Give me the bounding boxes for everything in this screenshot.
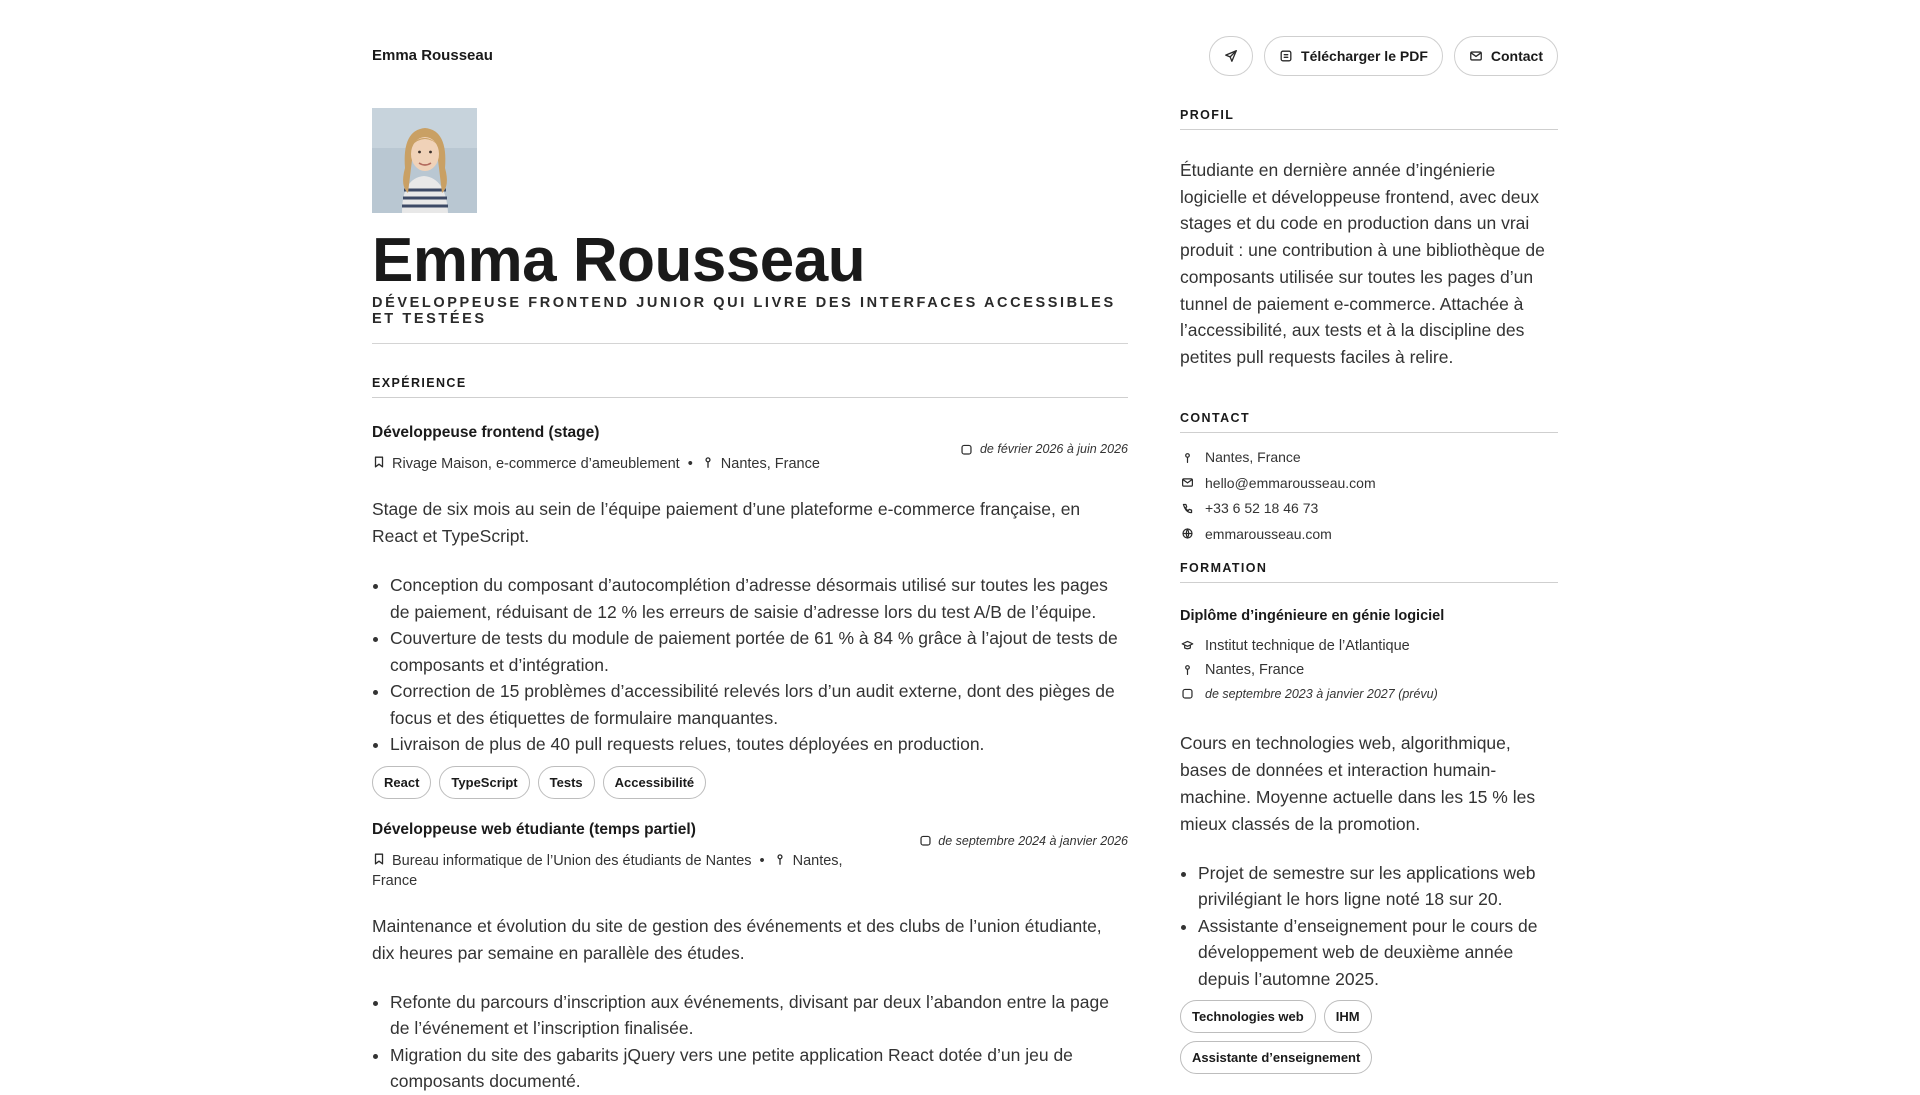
calendar-icon: [1180, 687, 1194, 701]
list-item: • Correction de 15 problèmes d’accessibilité relevés lors d’un audit externe, dont des pièges de focus et des étiquettes de formulaire manquantes.: [390, 678, 1128, 731]
contact-website[interactable]: [1180, 521, 1558, 547]
top-bar: [372, 36, 1558, 76]
bookmark-icon: [372, 455, 386, 469]
list-item: • Conception du composant d’autocomplétion d’adresse désormais utilisé sur toutes les pages de paiement, réduisant de 12 % les erreurs de saisie d’adresse lors du test A/B de l’équipe.: [390, 572, 1128, 625]
graduation-cap-icon: [1180, 639, 1194, 653]
contact-email[interactable]: [1180, 470, 1558, 496]
contact-heading: CONTACT: [1180, 411, 1558, 433]
experience-item: [372, 424, 1128, 799]
skill-tag: Tests: [538, 766, 595, 799]
contact-email-text[interactable]: hello@emmarousseau.com: [1205, 474, 1376, 491]
sidebar-column: [1180, 108, 1558, 1074]
download-pdf-label: Télécharger le PDF: [1301, 48, 1428, 64]
contact-button[interactable]: [1454, 36, 1558, 76]
profile-photo: [372, 108, 477, 213]
job-company: Rivage Maison, e-commerce d’ameublement: [392, 456, 680, 472]
globe-icon: [1180, 527, 1194, 541]
header-actions: [1209, 36, 1558, 76]
job-achievements: [372, 989, 1128, 1095]
share-button[interactable]: [1209, 36, 1253, 76]
job-meta: [372, 851, 872, 891]
skill-tag: React: [372, 766, 431, 799]
list-item: • Couverture de tests du module de paiement portée de 61 % à 84 % grâce à l’ajout de tests de composants et d’intégration.: [390, 625, 1128, 678]
list-item: • Livraison de plus de 40 pull requests relues, toutes déployées en production.: [390, 731, 1128, 758]
job-date-text: de septembre 2024 à janvier 2026: [938, 833, 1128, 848]
job-achievements: [372, 572, 1128, 758]
skill-tag: TypeScript: [439, 766, 529, 799]
skill-tag: Assistante d’enseignement: [1180, 1041, 1372, 1074]
skill-tag: IHM: [1324, 1000, 1372, 1033]
education-location-text: Nantes, France: [1205, 661, 1305, 678]
education-tags: [1180, 1000, 1558, 1074]
degree-title: Diplôme d’ingénieure en génie logiciel: [1180, 607, 1445, 624]
job-location: Nantes, France: [720, 456, 820, 472]
education-meta: [1180, 634, 1558, 706]
skill-tags: [372, 766, 1128, 799]
job-company: Bureau informatique de l’Union des étudiants de Nantes: [392, 852, 752, 869]
job-description: Stage de six mois au sein de l’équipe paiement d’une plateforme e-commerce française, en React et TypeScript.: [372, 499, 1081, 546]
main-column: [372, 108, 1128, 1095]
calendar-icon: [918, 834, 932, 848]
education-heading: FORMATION: [1180, 561, 1558, 583]
skill-tag: Accessibilité: [603, 766, 707, 799]
tagline: DÉVELOPPEUSE FRONTEND JUNIOR QUI LIVRE DES INTERFACES ACCESSIBLES ET TESTÉES: [372, 295, 1128, 344]
location-pin-icon: [701, 455, 715, 469]
calendar-icon: [960, 442, 974, 456]
pdf-icon: [1279, 49, 1293, 63]
send-icon: [1224, 49, 1238, 63]
brand-name[interactable]: Emma Rousseau: [372, 47, 493, 64]
profile-summary: Étudiante en dernière année d’ingénierie logicielle et développeuse frontend, avec deux stages et du code en production dans un vrai produit : une contribution à une bibliothèque de composants utilisée sur toutes les pages d’un tunnel de paiement e-commerce. Attachée à l’accessibilité, aux tests et à la discipline des petites pull requests faciles à relire.: [1180, 160, 1545, 367]
education-school: [1180, 634, 1558, 658]
experience-item: [372, 821, 1128, 1095]
experience-heading: EXPÉRIENCE: [372, 376, 1128, 398]
contact-phone[interactable]: [1180, 496, 1558, 522]
contact-location: [1180, 445, 1558, 471]
education-date-text: de septembre 2023 à janvier 2027 (prévu): [1205, 686, 1438, 701]
contact-list: [1180, 445, 1558, 547]
location-pin-icon: [1180, 663, 1194, 677]
list-item: • Refonte du parcours d’inscription aux événements, divisant par deux l’abandon entre la page de l’événement et l’inscription finalisée.: [390, 989, 1128, 1042]
location-pin-icon: [1180, 450, 1194, 464]
location-pin-icon: [773, 852, 787, 866]
job-date: [918, 834, 1128, 848]
bookmark-icon: [372, 852, 386, 866]
education-description: Cours en technologies web, algorithmique, bases de données et interaction humain-machine. Moyenne actuelle dans les 15 % les mieux classés de la promotion.: [1180, 732, 1536, 834]
phone-icon: [1180, 501, 1194, 515]
page-title: Emma Rousseau: [372, 226, 866, 295]
education-achievements: [1180, 860, 1558, 993]
job-location: Nantes, France: [372, 852, 843, 889]
list-item: • Projet de semestre sur les applications web privilégiant le hors ligne noté 18 sur 20.: [1198, 860, 1558, 913]
job-description: Maintenance et évolution du site de gestion des événements et des clubs de l’union étudiante, dix heures par semaine en parallèle des études.: [372, 915, 1102, 963]
contact-phone-text[interactable]: +33 6 52 18 46 73: [1205, 500, 1319, 517]
list-item: • Migration du site des gabarits jQuery vers une petite application React dotée d’un jeu de composants documenté.: [390, 1042, 1128, 1095]
job-title: Développeuse frontend (stage): [372, 424, 600, 441]
download-pdf-button[interactable]: [1264, 36, 1443, 76]
list-item: • Assistante d’enseignement pour le cours de développement web de deuxième année depuis l’automne 2025.: [1198, 913, 1558, 993]
job-title: Développeuse web étudiante (temps partiel): [372, 820, 696, 838]
job-date: [960, 442, 1128, 456]
job-date-text: de février 2026 à juin 2026: [979, 442, 1128, 456]
contact-website-text[interactable]: emmarousseau.com: [1205, 525, 1332, 542]
separator-dot: •: [759, 852, 765, 869]
profile-heading: PROFIL: [1180, 108, 1558, 130]
mail-icon: [1469, 49, 1483, 63]
job-meta: [372, 454, 1128, 474]
education-school-text: Institut technique de l’Atlantique: [1205, 637, 1410, 654]
mail-icon: [1180, 476, 1194, 490]
skill-tag: Technologies web: [1180, 1000, 1316, 1033]
separator-dot: •: [687, 456, 693, 472]
contact-location-text: Nantes, France: [1205, 449, 1301, 466]
contact-label: Contact: [1490, 48, 1543, 64]
education-location: [1180, 658, 1558, 682]
education-date: [1180, 682, 1558, 706]
